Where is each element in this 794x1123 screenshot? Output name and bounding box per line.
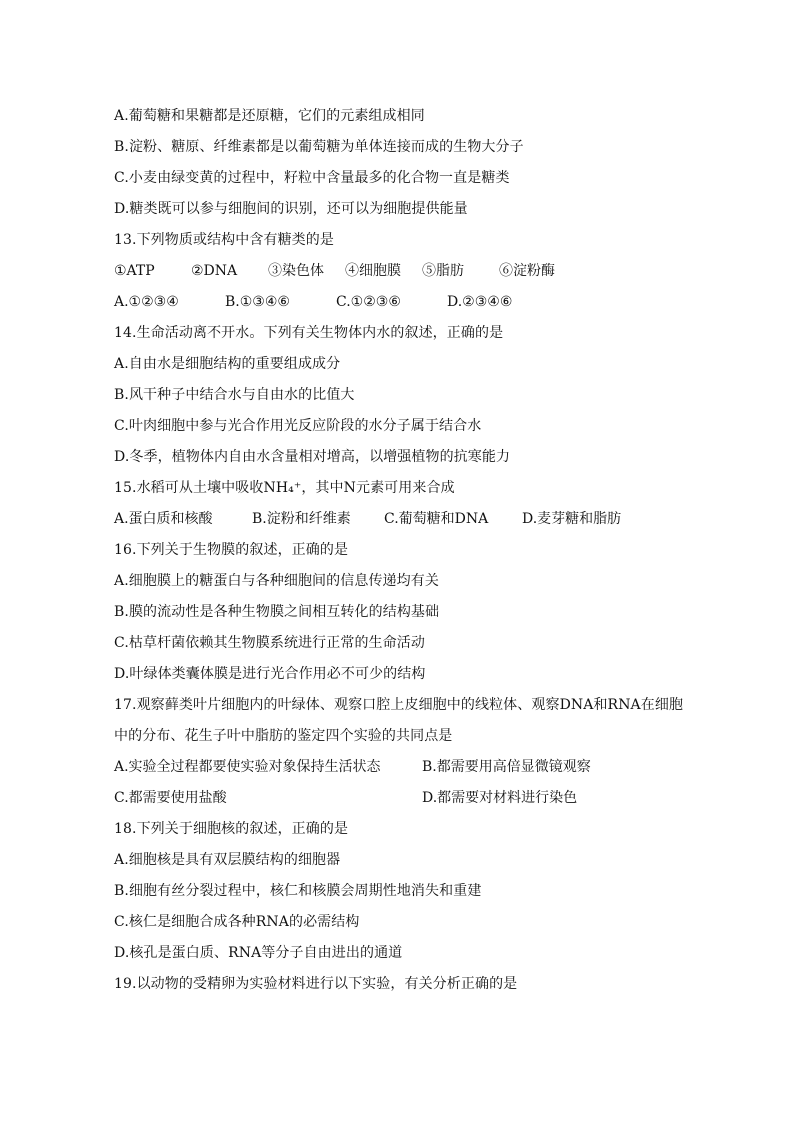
q15-option-a: A.蛋白质和核酸 — [114, 511, 213, 527]
q13-option-b: B.①③④⑥ — [225, 294, 290, 310]
q15-option-b: B.淀粉和纤维素 — [252, 511, 351, 527]
q16-stem: 16.下列关于生物膜的叙述，正确的是 — [114, 542, 349, 558]
q13-option-a: A.①②③④ — [114, 294, 179, 310]
q15-option-d: D.麦芽糖和脂肪 — [522, 511, 622, 527]
q17-option-a: A.实验全过程都要使实验对象保持生活状态 — [114, 759, 381, 775]
q17-options-row-1 — [114, 752, 714, 783]
q13-option-d: D.②③④⑥ — [447, 294, 513, 310]
q16-option-a: A.细胞膜上的糖蛋白与各种细胞间的信息传递均有关 — [114, 573, 439, 589]
q17-options-row-2 — [114, 783, 714, 814]
q13-options — [114, 287, 714, 318]
q14-stem: 14.生命活动离不开水。下列有关生物体内水的叙述，正确的是 — [114, 325, 504, 341]
q13-item-4: ④细胞膜 — [345, 263, 401, 279]
q13-item-6: ⑥淀粉酶 — [499, 263, 555, 279]
q13-item-1: ①ATP — [114, 263, 155, 279]
q18-option-a: A.细胞核是具有双层膜结构的细胞器 — [114, 852, 341, 868]
q13-item-3: ③染色体 — [268, 263, 324, 279]
q12-option-a: A.葡萄糖和果糖都是还原糖，它们的元素组成相同 — [114, 108, 425, 124]
q16-option-d: D.叶绿体类囊体膜是进行光合作用必不可少的结构 — [114, 666, 426, 682]
q13-stem: 13.下列物质或结构中含有糖类的是 — [114, 232, 334, 248]
q18-option-d: D.核孔是蛋白质、RNA等分子自由进出的通道 — [114, 945, 403, 961]
q12-option-b: B.淀粉、糖原、纤维素都是以葡萄糖为单体连接而成的生物大分子 — [114, 139, 524, 155]
q14-option-c: C.叶肉细胞中参与光合作用光反应阶段的水分子属于结合水 — [114, 418, 482, 434]
q18-stem: 18.下列关于细胞核的叙述，正确的是 — [114, 821, 349, 837]
q15-stem: 15.水稻可从土壤中吸收NH₄⁺，其中N元素可用来合成 — [114, 480, 455, 496]
q13-option-c: C.①②③⑥ — [336, 294, 401, 310]
q15-options — [114, 504, 714, 535]
q14-option-b: B.风干种子中结合水与自由水的比值大 — [114, 387, 355, 403]
q13-item-5: ⑤脂肪 — [422, 263, 464, 279]
q14-option-a: A.自由水是细胞结构的重要组成成分 — [114, 356, 341, 372]
exam-page — [114, 101, 714, 1000]
q13-item-2: ②DNA — [191, 263, 238, 279]
q18-option-b: B.细胞有丝分裂过程中，核仁和核膜会周期性地消失和重建 — [114, 883, 482, 899]
q12-option-d: D.糖类既可以参与细胞间的识别，还可以为细胞提供能量 — [114, 201, 468, 217]
q15-option-c: C.葡萄糖和DNA — [384, 511, 489, 527]
q17-stem-line-1: 17.观察藓类叶片细胞内的叶绿体、观察口腔上皮细胞中的线粒体、观察DNA和RNA在细胞 — [114, 697, 684, 713]
q13-items — [114, 256, 714, 287]
q14-option-d: D.冬季，植物体内自由水含量相对增高，以增强植物的抗寒能力 — [114, 449, 511, 465]
q16-option-c: C.枯草杆菌依赖其生物膜系统进行正常的生命活动 — [114, 635, 425, 651]
q17-option-d: D.都需要对材料进行染色 — [422, 790, 578, 806]
q17-stem-line-2: 中的分布、花生子叶中脂肪的鉴定四个实验的共同点是 — [114, 728, 453, 744]
q16-option-b: B.膜的流动性是各种生物膜之间相互转化的结构基础 — [114, 604, 440, 620]
q17-option-b: B.都需要用高倍显微镜观察 — [422, 759, 591, 775]
q18-option-c: C.核仁是细胞合成各种RNA的必需结构 — [114, 914, 360, 930]
q17-option-c: C.都需要使用盐酸 — [114, 790, 227, 806]
q12-option-c: C.小麦由绿变黄的过程中，籽粒中含量最多的化合物一直是糖类 — [114, 170, 510, 186]
q19-stem: 19.以动物的受精卵为实验材料进行以下实验，有关分析正确的是 — [114, 976, 518, 992]
